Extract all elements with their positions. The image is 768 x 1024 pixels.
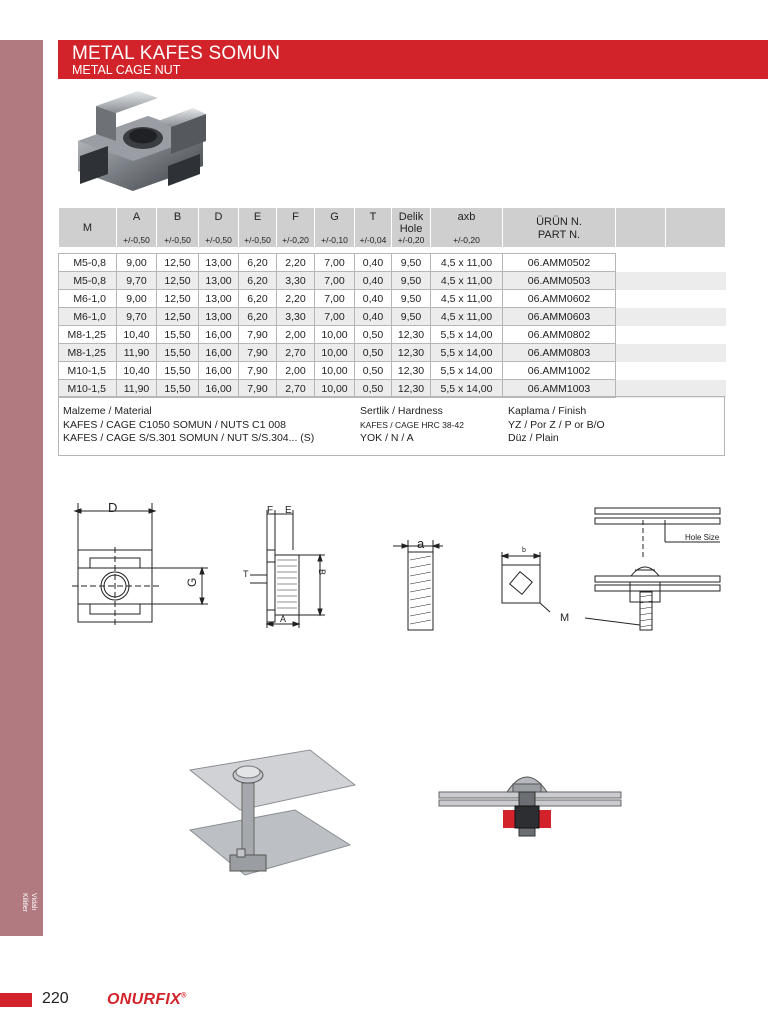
table-cell: 12,50 (157, 290, 199, 308)
panel-assembly-illustration (185, 745, 365, 890)
table-cell: 9,50 (392, 290, 431, 308)
table-cell-empty (616, 326, 666, 344)
table-cell: 9,50 (392, 272, 431, 290)
table-cell-empty (616, 272, 666, 290)
table-cell-empty (616, 290, 666, 308)
dim-label-b-small: b (522, 547, 526, 554)
dim-label-t: T (243, 569, 249, 579)
table-cell: 06.AMM1002 (503, 362, 616, 380)
dim-label-f: F (267, 505, 274, 516)
table-cell: 7,90 (239, 380, 277, 398)
table-cell: 0,50 (355, 326, 392, 344)
installation-drawing (490, 500, 730, 635)
table-cell-empty (616, 362, 666, 380)
table-cell: 6,20 (239, 290, 277, 308)
table-cell: M8-1,25 (59, 326, 117, 344)
dim-label-e: E (285, 505, 292, 516)
table-cell: 5,5 x 14,00 (431, 326, 503, 344)
mounted-nut-section (437, 760, 623, 840)
col-header-t: T +/-0,04 (355, 208, 392, 248)
table-cell-empty (616, 380, 666, 398)
table-cell: 12,50 (157, 272, 199, 290)
section-side-label (8, 893, 38, 933)
table-row (59, 380, 726, 398)
table-row (59, 362, 726, 380)
side-view-drawing (230, 500, 340, 635)
table-cell: 4,5 x 11,00 (431, 290, 503, 308)
table-cell-empty (616, 344, 666, 362)
table-cell: 06.AMM0802 (503, 326, 616, 344)
side-label-line1: Vidalı (30, 893, 37, 911)
hardness-column: Sertlik / Hardness KAFES / CAGE HRC 38-42 YOK / N / A (360, 405, 464, 444)
table-cell: 7,00 (315, 272, 355, 290)
table-cell: 2,20 (277, 254, 315, 272)
dim-label-g: G (185, 577, 199, 587)
dim-label-small-a: a (417, 536, 425, 551)
table-cell: 10,40 (117, 362, 157, 380)
page-subtitle: METAL CAGE NUT (72, 63, 181, 77)
table-cell: 12,30 (392, 380, 431, 398)
side-label-line2: Kilitler (21, 893, 28, 913)
table-cell: M10-1,5 (59, 380, 117, 398)
table-cell: 12,30 (392, 326, 431, 344)
material-info (58, 396, 725, 456)
table-cell-empty (666, 344, 726, 362)
table-cell: 5,5 x 14,00 (431, 344, 503, 362)
table-cell: 16,00 (199, 362, 239, 380)
table-cell: M5-0,8 (59, 254, 117, 272)
table-cell-empty (666, 326, 726, 344)
material-column: Malzeme / Material KAFES / CAGE C1050 SOMUN / NUTS C1 008 KAFES / CAGE S/S.301 SOMUN / NUT S/S.304... (S) (63, 405, 315, 444)
front-view-drawing (60, 495, 220, 635)
dim-label-b: B (317, 569, 327, 576)
footer-red-mark (0, 993, 32, 1007)
table-cell: 4,5 x 11,00 (431, 272, 503, 290)
table-cell: 7,90 (239, 362, 277, 380)
table-cell: 6,20 (239, 254, 277, 272)
table-cell: 12,30 (392, 344, 431, 362)
table-cell: 0,40 (355, 254, 392, 272)
table-cell: 2,70 (277, 380, 315, 398)
table-header-row (59, 208, 726, 248)
table-cell: 10,00 (315, 380, 355, 398)
table-cell: 11,90 (117, 344, 157, 362)
table-cell: 10,00 (315, 362, 355, 380)
table-cell: 06.AMM1003 (503, 380, 616, 398)
table-cell: 7,90 (239, 326, 277, 344)
table-row (59, 326, 726, 344)
table-row (59, 308, 726, 326)
table-cell: 2,20 (277, 290, 315, 308)
table-cell: 06.AMM0603 (503, 308, 616, 326)
table-cell: M6-1,0 (59, 308, 117, 326)
table-cell: 06.AMM0502 (503, 254, 616, 272)
table-cell-empty (666, 272, 726, 290)
table-cell: 13,00 (199, 308, 239, 326)
table-cell: 6,20 (239, 308, 277, 326)
dim-label-a: A (280, 614, 287, 624)
table-cell: 2,00 (277, 326, 315, 344)
table-cell: 9,00 (117, 290, 157, 308)
label-hole-size: Hole Size (685, 533, 720, 542)
table-cell-empty (666, 308, 726, 326)
table-cell: 9,70 (117, 308, 157, 326)
col-header-a: A +/-0,50 (117, 208, 157, 248)
table-cell: 10,00 (315, 344, 355, 362)
col-header-empty-2 (666, 208, 726, 248)
table-cell: 16,00 (199, 326, 239, 344)
table-cell-empty (666, 362, 726, 380)
table-cell: M10-1,5 (59, 362, 117, 380)
dim-label-d: D (108, 500, 118, 515)
table-cell: 9,70 (117, 272, 157, 290)
section-side-tab (0, 40, 43, 936)
table-cell: 06.AMM0803 (503, 344, 616, 362)
table-row (59, 254, 726, 272)
table-cell: 15,50 (157, 380, 199, 398)
table-cell: 15,50 (157, 362, 199, 380)
table-cell: 6,20 (239, 272, 277, 290)
table-cell: 15,50 (157, 344, 199, 362)
table-cell-empty (666, 380, 726, 398)
col-header-e: E +/-0,50 (239, 208, 277, 248)
table-cell: 13,00 (199, 254, 239, 272)
col-header-d: D +/-0,50 (199, 208, 239, 248)
table-cell: M8-1,25 (59, 344, 117, 362)
section-view-drawing (385, 530, 455, 635)
table-cell: 12,30 (392, 362, 431, 380)
table-cell: 0,50 (355, 344, 392, 362)
table-cell: 9,50 (392, 254, 431, 272)
table-cell: 3,30 (277, 308, 315, 326)
dim-label-m: M (560, 612, 570, 624)
table-row (59, 290, 726, 308)
table-cell: 3,30 (277, 272, 315, 290)
table-cell: 0,40 (355, 272, 392, 290)
col-header-empty-1 (616, 208, 666, 248)
table-cell: 16,00 (199, 344, 239, 362)
table-cell: 7,00 (315, 254, 355, 272)
table-cell: 4,5 x 11,00 (431, 254, 503, 272)
table-cell: 10,00 (315, 326, 355, 344)
table-cell: 7,90 (239, 344, 277, 362)
table-cell: 9,00 (117, 254, 157, 272)
table-cell: 7,00 (315, 308, 355, 326)
brand-logo: ONURFIX® (107, 991, 187, 1008)
col-header-axb: axb +/-0,20 (431, 208, 503, 248)
col-header-hole: Delik Hole +/-0,20 (392, 208, 431, 248)
table-cell: 12,50 (157, 308, 199, 326)
table-row (59, 344, 726, 362)
table-cell: 06.AMM0602 (503, 290, 616, 308)
table-cell-empty (616, 308, 666, 326)
table-cell: 0,50 (355, 362, 392, 380)
table-cell: 5,5 x 14,00 (431, 362, 503, 380)
table-row (59, 272, 726, 290)
table-cell: 06.AMM0503 (503, 272, 616, 290)
table-cell: M6-1,0 (59, 290, 117, 308)
finish-column: Kaplama / Finish YZ / Por Z / P or B/O Düz / Plain (508, 405, 605, 444)
table-cell: 11,90 (117, 380, 157, 398)
table-cell: 13,00 (199, 272, 239, 290)
table-cell-empty (616, 254, 666, 272)
table-cell: 5,5 x 14,00 (431, 380, 503, 398)
col-header-part: ÜRÜN N. PART N. (503, 208, 616, 248)
table-cell: 12,50 (157, 254, 199, 272)
table-cell: 4,5 x 11,00 (431, 308, 503, 326)
page-title: METAL KAFES SOMUN (72, 43, 281, 64)
spec-table (58, 207, 726, 398)
table-cell: 2,70 (277, 344, 315, 362)
table-cell: 0,40 (355, 290, 392, 308)
table-cell: 2,00 (277, 362, 315, 380)
table-cell: 0,50 (355, 380, 392, 398)
table-body (59, 248, 726, 398)
table-cell-empty (666, 254, 726, 272)
table-cell: M5-0,8 (59, 272, 117, 290)
col-header-g: G +/-0,10 (315, 208, 355, 248)
table-cell: 15,50 (157, 326, 199, 344)
table-cell: 10,40 (117, 326, 157, 344)
title-banner (58, 40, 768, 79)
col-header-b: B +/-0,50 (157, 208, 199, 248)
cage-nut-photo (68, 86, 213, 196)
table-cell: 0,40 (355, 308, 392, 326)
table-cell: 9,50 (392, 308, 431, 326)
table-cell: 7,00 (315, 290, 355, 308)
col-header-m: M (59, 208, 117, 248)
col-header-f: F +/-0,20 (277, 208, 315, 248)
table-cell-empty (666, 290, 726, 308)
table-cell: 13,00 (199, 290, 239, 308)
page-number: 220 (42, 990, 69, 1007)
table-cell: 16,00 (199, 380, 239, 398)
